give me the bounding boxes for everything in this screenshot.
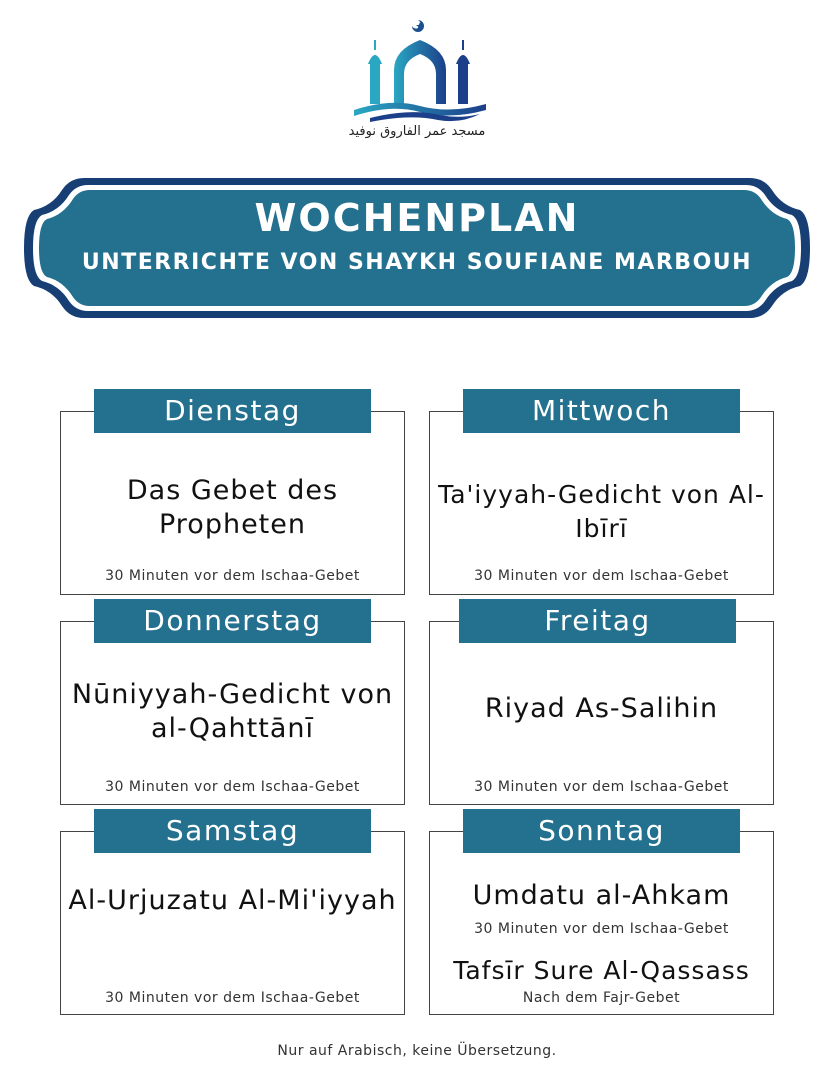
lesson-time: 30 Minuten vor dem Ischaa-Gebet [474,568,729,584]
footer-note: Nur auf Arabisch, keine Übersetzung. [277,1043,557,1059]
lesson-time: 30 Minuten vor dem Ischaa-Gebet [105,990,360,1006]
lesson-title: Al-Urjuzatu Al-Mi'iyyah [68,885,397,916]
page-subtitle: UNTERRICHTE VON SHAYKH SOUFIANE MARBOUH [81,250,753,275]
page-title: WOCHENPLAN [254,196,580,240]
lesson-title: Das Gebet des Propheten [126,475,339,540]
lesson-time: 30 Minuten vor dem Ischaa-Gebet [474,921,729,937]
schedule-card-freitag [429,621,774,805]
lesson-time-2: Nach dem Fajr-Gebet [522,990,681,1006]
schedule-card-sonntag [429,831,774,1015]
day-label: Freitag [459,599,736,643]
day-label: Dienstag [94,389,371,433]
lesson-title-2: Tafsīr Sure Al-Qassass [453,956,750,985]
mosque-logo-icon [350,18,490,123]
day-label: Mittwoch [463,389,740,433]
lesson-title: Umdatu al-Ahkam [472,880,731,911]
lesson-time: 30 Minuten vor dem Ischaa-Gebet [105,568,360,584]
lesson-title: Nūniyyah-Gedicht von al-Qahttānī [71,679,394,744]
lesson-time: 30 Minuten vor dem Ischaa-Gebet [105,779,360,795]
day-label: Donnerstag [94,599,371,643]
lesson-time: 30 Minuten vor dem Ischaa-Gebet [474,779,729,795]
lesson-title: Ta'iyyah-Gedicht von Al-Ibīrī [438,480,765,543]
day-label: Samstag [94,809,371,853]
logo-caption: مسجد عمر الفاروق نوفيد [348,124,486,139]
schedule-card-samstag [60,831,405,1015]
schedule-card-mittwoch [429,411,774,595]
day-label: Sonntag [463,809,740,853]
lesson-title: Riyad As-Salihin [484,693,719,724]
schedule-card-dienstag [60,411,405,595]
schedule-card-donnerstag [60,621,405,805]
